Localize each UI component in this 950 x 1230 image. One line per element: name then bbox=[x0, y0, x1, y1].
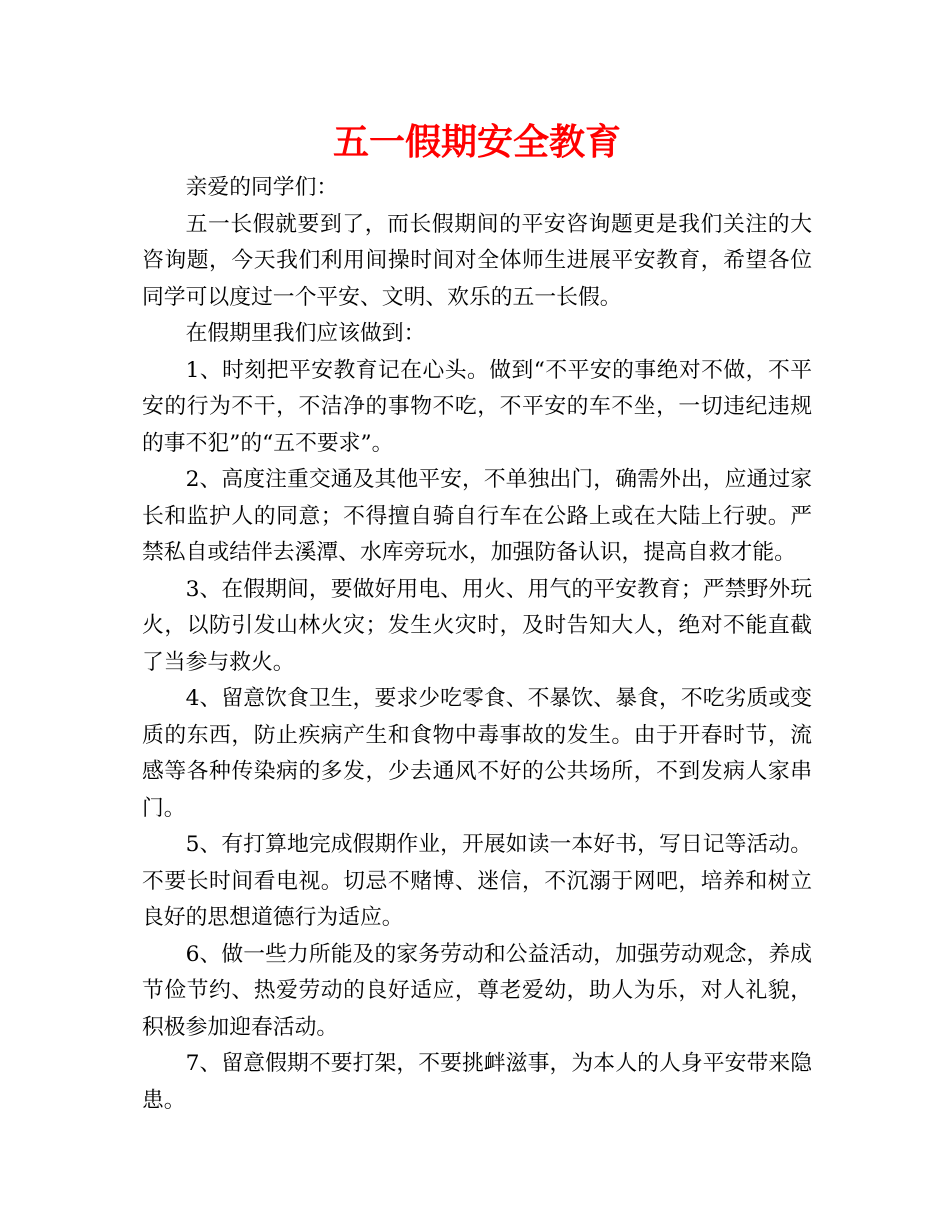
rule-6-paragraph: 6、做一些力所能及的家务劳动和公益活动，加强劳动观念，养成节俭节约、热爱劳动的良好适应，尊老爱幼，助人为乐，对人礼貌，积极参加迎春活动。 bbox=[142, 941, 812, 1040]
rule-2-paragraph: 2、高度注重交通及其他平安，不单独出门，确需外出，应通过家长和监护人的同意；不得擅自骑自行车在公路上或在大陆上行驶。严禁私自或结伴去溪潭、水库旁玩水，加强防备认识，提高自救才能。 bbox=[142, 467, 812, 565]
list-heading-paragraph: 在假期里我们应该做到： bbox=[185, 321, 426, 346]
rule-7-paragraph: 7、留意假期不要打架，不要挑衅滋事，为本人的人身平安带来隐患。 bbox=[142, 1051, 812, 1113]
rule-4-paragraph: 4、留意饮食卫生，要求少吃零食、不暴饮、暴食，不吃劣质或变质的东西，防止疾病产生和食物中毒事故的发生。由于开春时节，流感等各种传染病的多发，少去通风不好的公共场所，不到发病人家串门。 bbox=[142, 686, 812, 821]
greeting-paragraph: 亲爱的同学们： bbox=[185, 175, 339, 200]
intro-paragraph: 五一长假就要到了，而长假期间的平安咨询题更是我们关注的大咨询题，今天我们利用间操时间对全体师生进展平安教育，希望各位同学可以度过一个平安、文明、欢乐的五一长假。 bbox=[142, 211, 812, 310]
document-page bbox=[142, 118, 812, 1119]
rule-3-paragraph: 3、在假期间，要做好用电、用火、用气的平安教育；严禁野外玩火，以防引发山林火灾；发生火灾时，及时告知大人，绝对不能直截了当参与救火。 bbox=[142, 576, 812, 675]
rule-1-paragraph: 1、时刻把平安教育记在心头。做到“不平安的事绝对不做，不平安的行为不干，不洁净的事物不吃，不平安的车不坐，一切违纪违规的事不犯”的“五不要求”。 bbox=[142, 357, 812, 456]
document-title: 五一假期安全教育 bbox=[332, 122, 621, 163]
rule-5-paragraph: 5、有打算地完成假期作业，开展如读一本好书，写日记等活动。不要长时间看电视。切忌不赌博、迷信，不沉溺于网吧，培养和树立良好的思想道德行为适应。 bbox=[142, 832, 812, 930]
